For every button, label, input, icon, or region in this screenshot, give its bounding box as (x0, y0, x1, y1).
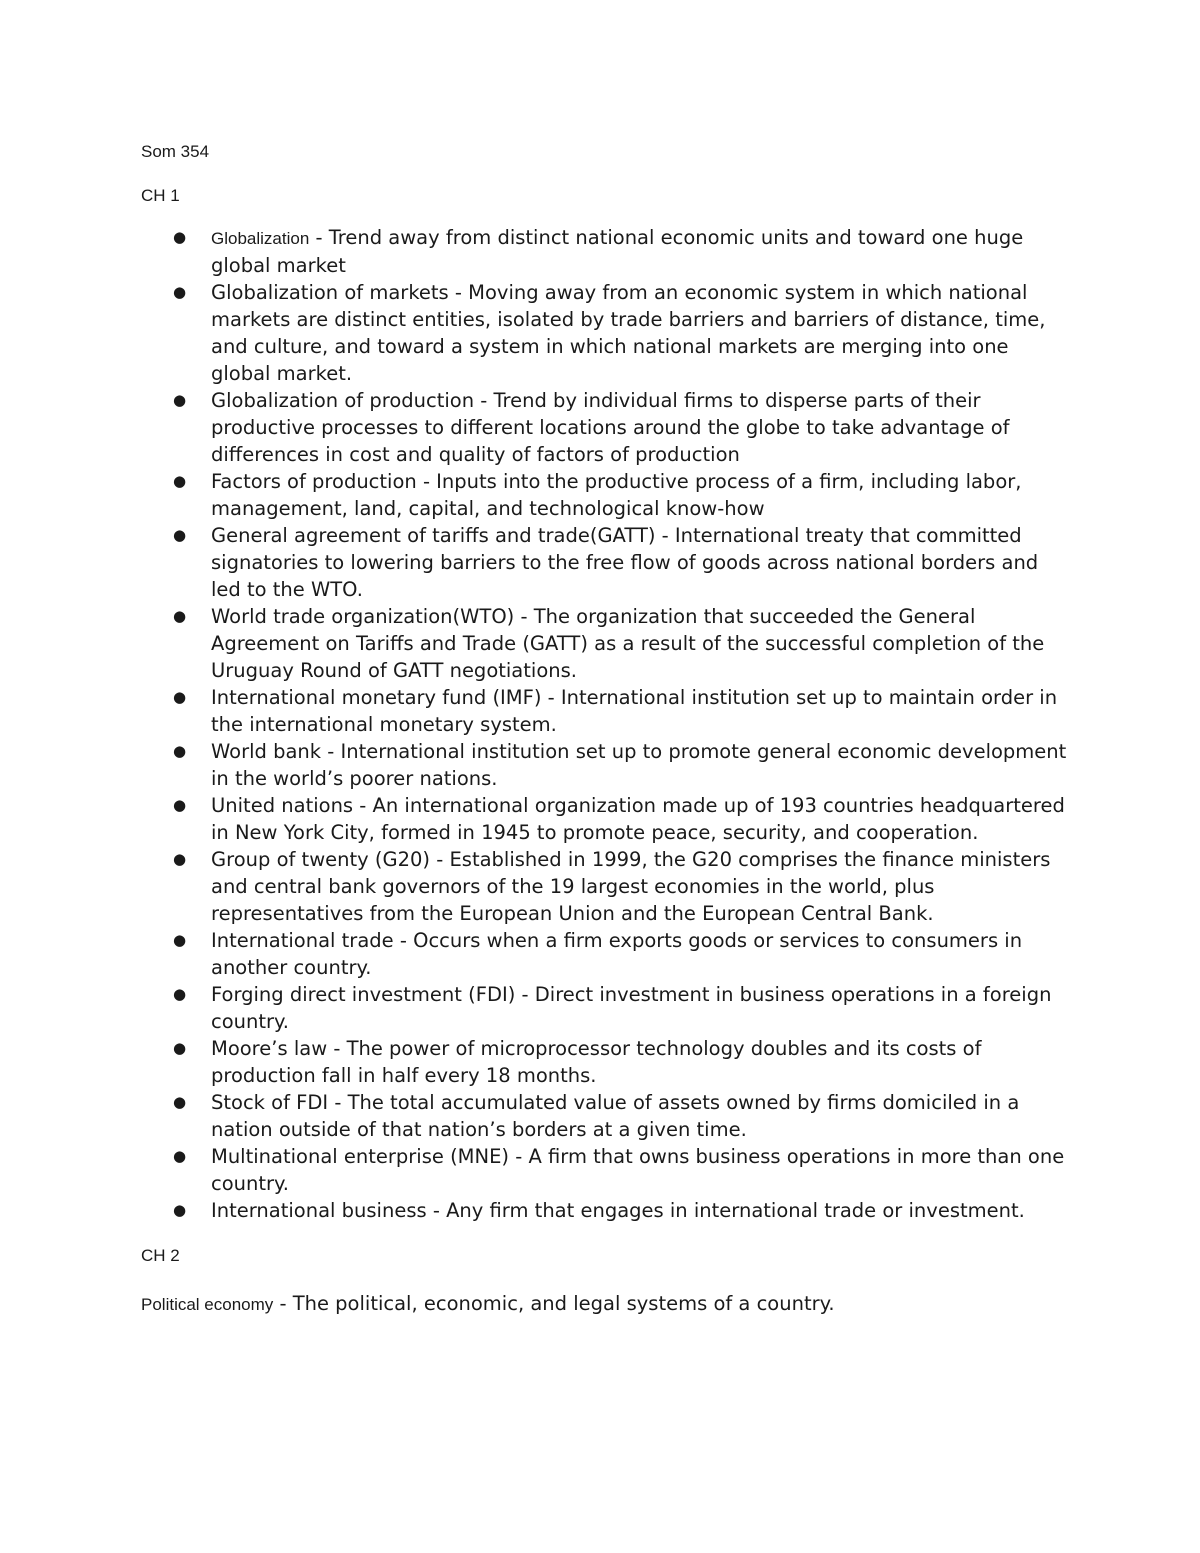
list-item (141, 1143, 1071, 1197)
list-item (141, 522, 1071, 603)
term-name: International monetary fund (IMF) (211, 686, 542, 709)
bullet-icon: ● (173, 688, 187, 706)
term-name: Globalization of markets (211, 281, 449, 304)
list-item (141, 468, 1071, 522)
list-item (141, 846, 1071, 927)
bullet-icon: ● (173, 1093, 187, 1111)
term-name: United nations (211, 794, 354, 817)
bullet-icon: ● (173, 1201, 187, 1219)
chapter-heading-ch1: CH 1 (141, 186, 180, 205)
list-item (141, 1035, 1071, 1089)
term-definition: - Any firm that engages in international trade or investment. (426, 1199, 1025, 1222)
list-item (141, 1197, 1071, 1224)
term-definition: - International institution set up to maintain order in the international monetary system. (211, 686, 1058, 736)
term-name: Multinational enterprise (MNE) (211, 1145, 510, 1168)
list-item (141, 684, 1071, 738)
term-definition: - Inputs into the productive process of a firm, including labor, management, land, capital, and technological know-how (211, 470, 1022, 520)
term-name: Globalization of production (211, 389, 475, 412)
term-name: Forging direct investment (FDI) (211, 983, 516, 1006)
bullet-icon: ● (173, 1147, 187, 1165)
list-item (141, 738, 1071, 792)
term-name: International business (211, 1199, 427, 1222)
term-name: Group of twenty (G20) (211, 848, 431, 871)
bullet-icon: ● (173, 985, 187, 1003)
term-definition: - The political, economic, and legal systems of a country. (273, 1292, 835, 1315)
document-page (141, 140, 1071, 1318)
term-name: World bank (211, 740, 322, 763)
ch1-term-list (141, 224, 1071, 1224)
bullet-icon: ● (173, 742, 187, 760)
list-item (141, 279, 1071, 387)
list-item (141, 792, 1071, 846)
term-name: Stock of FDI (211, 1091, 329, 1114)
list-item (141, 603, 1071, 684)
list-item (141, 927, 1071, 981)
list-item (141, 1089, 1071, 1143)
term-name: General agreement of tariffs and trade(GATT) (211, 524, 656, 547)
term-definition: - International institution set up to promote general economic development in the world’s poorer nations. (211, 740, 1067, 790)
term-name: Moore’s law (211, 1037, 328, 1060)
term-name: Globalization (211, 229, 310, 248)
term-definition: - Trend away from distinct national economic units and toward one huge global market (211, 226, 1024, 277)
document-title: Som 354 (141, 142, 210, 161)
chapter-heading-ch2: CH 2 (141, 1246, 180, 1265)
list-item (141, 387, 1071, 468)
term-name: International trade (211, 929, 394, 952)
term-definition: - Established in 1999, the G20 comprises the finance ministers and central bank governors of the 19 largest economies in the world, plus representatives from the European Union and the European Central Bank. (211, 848, 1051, 925)
bullet-icon: ● (173, 391, 187, 409)
term-definition: - Trend by individual firms to disperse parts of their productive processes to different locations around the globe to take advantage of differences in cost and quality of factors of production (211, 389, 1010, 466)
ch2-term-paragraph (141, 1290, 1071, 1318)
list-item (141, 981, 1071, 1035)
term-definition: - International treaty that committed signatories to lowering barriers to the free flow of goods across national borders and led to the WTO. (211, 524, 1039, 601)
term-definition: - The organization that succeeded the General Agreement on Tariffs and Trade (GATT) as a result of the successful completion of the Uruguay Round of GATT negotiations. (211, 605, 1045, 682)
term-name: World trade organization(WTO) (211, 605, 515, 628)
list-item (141, 224, 1071, 279)
term-name: Political economy (141, 1295, 274, 1314)
bullet-icon: ● (173, 796, 187, 814)
term-definition: - A firm that owns business operations in more than one country. (211, 1145, 1065, 1195)
term-definition: - Occurs when a firm exports goods or services to consumers in another country. (211, 929, 1023, 979)
term-definition: - Moving away from an economic system in which national markets are distinct entities, isolated by trade barriers and barriers of distance, time, and culture, and toward a system in which national markets are merging into one global market. (211, 281, 1046, 385)
term-definition: - The total accumulated value of assets owned by firms domiciled in a nation outside of that nation’s borders at a given time. (211, 1091, 1020, 1141)
term-name: Factors of production (211, 470, 417, 493)
bullet-icon: ● (173, 850, 187, 868)
term-definition: - An international organization made up of 193 countries headquartered in New York City, formed in 1945 to promote peace, security, and cooperation. (211, 794, 1065, 844)
term-definition: - Direct investment in business operations in a foreign country. (211, 983, 1052, 1033)
term-definition: - The power of microprocessor technology doubles and its costs of production fall in half every 18 months. (211, 1037, 982, 1087)
bullet-icon: ● (173, 283, 187, 301)
bullet-icon: ● (173, 1039, 187, 1057)
bullet-icon: ● (173, 526, 187, 544)
bullet-icon: ● (173, 607, 187, 625)
bullet-icon: ● (173, 228, 187, 246)
bullet-icon: ● (173, 931, 187, 949)
bullet-icon: ● (173, 472, 187, 490)
